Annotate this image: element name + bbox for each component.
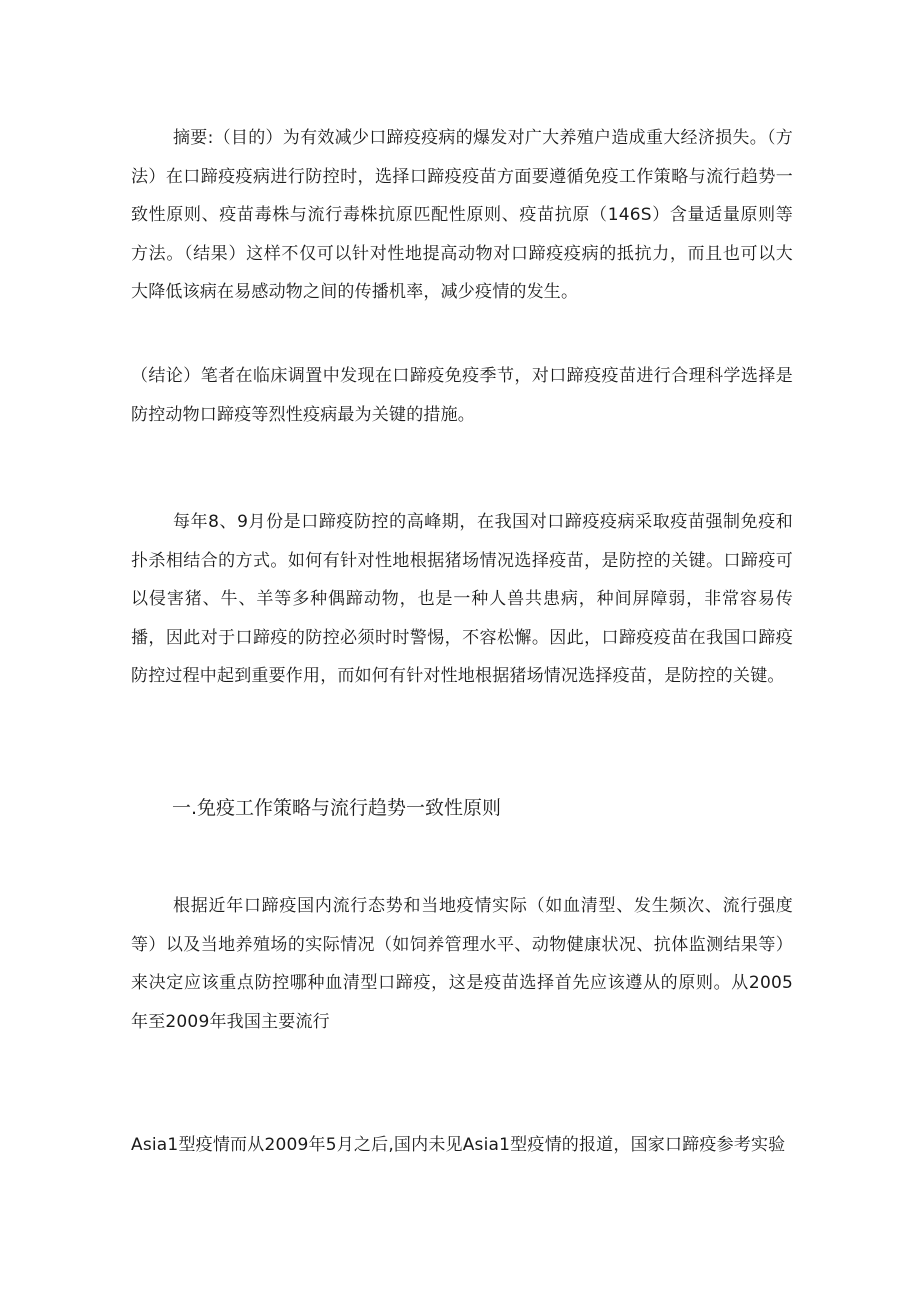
section-paragraph: 根据近年口蹄疫国内流行态势和当地疫情实际（如血清型、发生频次、流行强度等）以及当地养殖场的实际情况（如饲养管理水平、动物健康状况、抗体监测结果等）来决定应该重点防控哪种血清型口蹄疫，这是疫苗选择首先应该遵从的原则。从2005年至2009年我国主要流行 — [131, 896, 793, 1032]
section-heading: 一.免疫工作策略与流行趋势一致性原则 — [172, 797, 502, 819]
intro-paragraph: 每年8、9月份是口蹄疫防控的高峰期，在我国对口蹄疫疫病采取疫苗强制免疫和扑杀相结合的方式。如何有针对性地根据猪场情况选择疫苗，是防控的关键。口蹄疫可以侵害猪、牛、羊等多种偶蹄动物，也是一种人兽共患病，种间屏障弱，非常容易传播，因此对于口蹄疫的防控必须时时警惕，不容松懈。因此，口蹄疫疫苗在我国口蹄疫防控过程中起到重要作用，而如何有针对性地根据猪场情况选择疫苗，是防控的关键。 — [131, 512, 793, 686]
abstract-paragraph: 摘要:（目的）为有效减少口蹄疫疫病的爆发对广大养殖户造成重大经济损失。（方法）在口蹄疫疫病进行防控时，选择口蹄疫疫苗方面要遵循免疫工作策略与流行趋势一致性原则、疫苗毒株与流行毒株抗原匹配性原则、疫苗抗原（146S）含量适量原则等方法。（结果）这样不仅可以针对性地提高动物对口蹄疫疫病的抵抗力，而且也可以大大降低该病在易感动物之间的传播机率，减少疫情的发生。 — [131, 128, 793, 302]
section-paragraph-continued: Asia1型疫情而从2009年5月之后,国内未见Asia1型疫情的报道，国家口蹄疫参考实验 — [131, 1135, 786, 1155]
conclusion-paragraph: （结论）笔者在临床调置中发现在口蹄疫免疫季节，对口蹄疫疫苗进行合理科学选择是防控动物口蹄疫等烈性疫病最为关键的措施。 — [131, 366, 793, 425]
